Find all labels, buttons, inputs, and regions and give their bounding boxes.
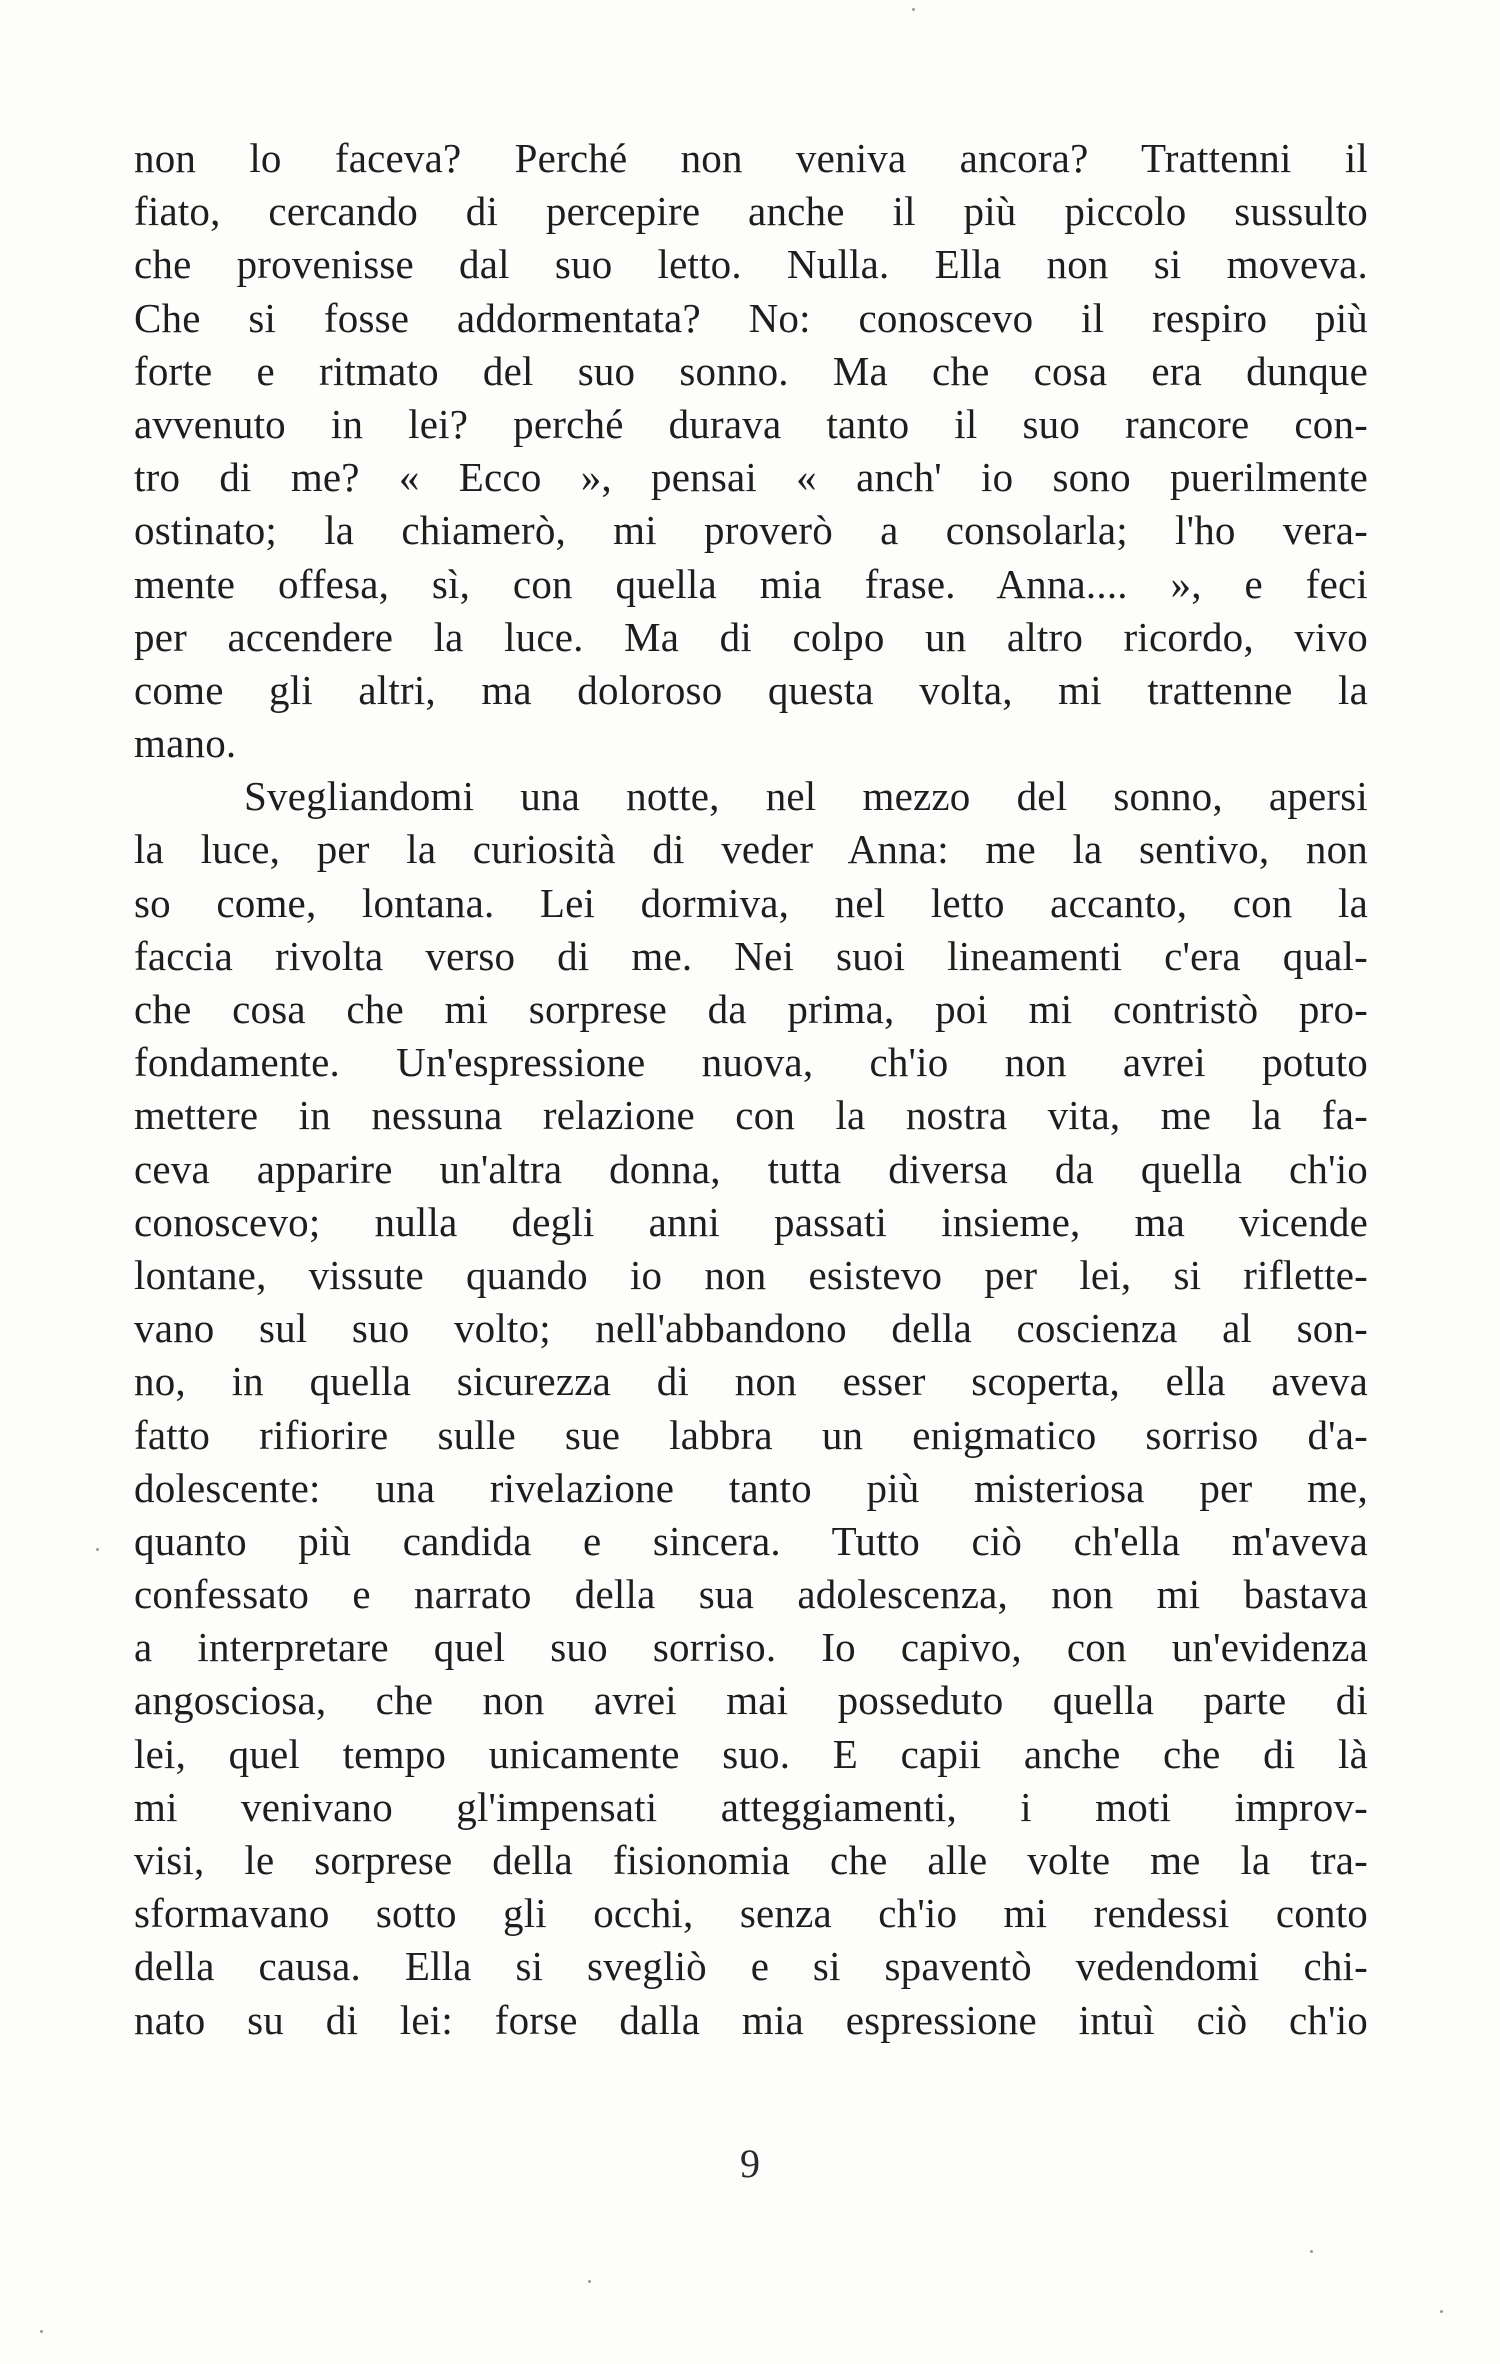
scan-speck [588,2280,591,2283]
text-line: come gli altri, ma doloroso questa volta, mi trattenne la [134,666,1368,713]
text-line: nato su di lei: forse dalla mia espressione intuì ciò ch'io [134,1996,1368,2043]
text-line: avvenuto in lei? perché durava tanto il suo rancore con- [134,400,1368,447]
text-line: per accendere la luce. Ma di colpo un altro ricordo, vivo [134,613,1368,660]
text-line: lontane, vissute quando io non esistevo per lei, si riflette- [134,1251,1368,1298]
text-line: ceva apparire un'altra donna, tutta diversa da quella ch'io [134,1145,1368,1192]
text-line: ostinato; la chiamerò, mi proverò a consolarla; l'ho vera- [134,507,1368,554]
scan-speck [1440,2310,1443,2313]
text-line: no, in quella sicurezza di non esser scoperta, ella aveva [134,1358,1368,1405]
text-line: so come, lontana. Lei dormiva, nel letto accanto, con la [134,879,1368,926]
text-line: la luce, per la curiosità di veder Anna: me la sentivo, non [134,826,1368,873]
text-line: mettere in nessuna relazione con la nostra vita, me la fa- [134,1092,1368,1139]
text-line: che cosa che mi sorprese da prima, poi mi contristò pro- [134,986,1368,1032]
text-line: Che si fosse addormentata? No: conoscevo il respiro più [134,294,1368,341]
page-number: 9 [740,2141,760,2186]
text-line: vano sul suo volto; nell'abbandono della coscienza al son- [134,1305,1368,1352]
text-line-paragraph-start: Svegliandomi una notte, nel mezzo del sonno, apersi [244,773,1368,820]
text-line: quanto più candida e sincera. Tutto ciò ch'ella m'aveva [134,1517,1368,1564]
text-line: faccia rivolta verso di me. Nei suoi lineamenti c'era qual- [134,932,1368,979]
text-line: che provenisse dal suo letto. Nulla. Ella non si moveva. [134,241,1368,288]
text-line: mente offesa, sì, con quella mia frase. Anna.... », e feci [134,560,1368,607]
text-line: forte e ritmato del suo sonno. Ma che cosa era dunque [134,347,1368,394]
text-line: della causa. Ella si svegliò e si spaventò vedendomi chi- [134,1943,1368,1990]
scan-speck [912,8,915,11]
text-line: mi venivano gl'impensati atteggiamenti, i moti improv- [134,1783,1368,1830]
text-line: confessato e narrato della sua adolescenza, non mi bastava [134,1571,1368,1618]
text-line: a interpretare quel suo sorriso. Io capivo, con un'evidenza [134,1624,1368,1671]
scan-speck [1310,2250,1313,2253]
scan-speck [40,2330,43,2333]
text-line: conoscevo; nulla degli anni passati insieme, ma vicende [134,1198,1368,1245]
text-line: visi, le sorprese della fisionomia che alle volte me la tra- [134,1837,1368,1883]
text-line: non lo faceva? Perché non veniva ancora? Trattenni il [134,135,1368,181]
text-line: dolescente: una rivelazione tanto più misteriosa per me, [134,1464,1368,1511]
scan-speck [96,1548,99,1551]
text-line: tro di me? « Ecco », pensai « anch' io sono puerilmente [134,454,1368,501]
text-line: fiato, cercando di percepire anche il più piccolo sussulto [134,188,1368,235]
text-line: angosciosa, che non avrei mai posseduto quella parte di [134,1677,1368,1724]
text-line: lei, quel tempo unicamente suo. E capii anche che di là [134,1730,1368,1777]
body-text [134,132,1368,2047]
text-line: fondamente. Un'espressione nuova, ch'io non avrei potuto [134,1039,1368,1086]
text-line: fatto rifiorire sulle sue labbra un enigmatico sorriso d'a- [134,1411,1368,1458]
text-line: sformavano sotto gli occhi, senza ch'io mi rendessi conto [134,1890,1368,1937]
text-line-paragraph-end: mano. [134,720,237,767]
